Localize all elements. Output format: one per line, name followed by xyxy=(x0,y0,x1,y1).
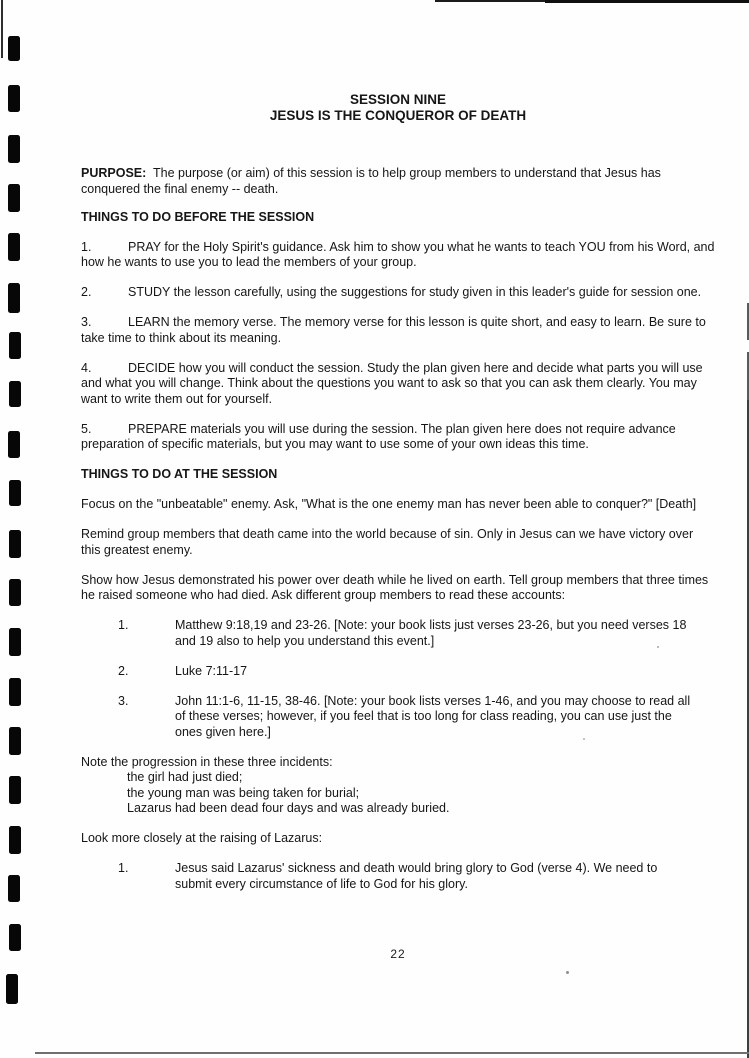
binding-mark xyxy=(9,924,21,951)
binding-mark xyxy=(8,875,20,902)
item-text: STUDY the lesson carefully, using the suggestions for study given in this leader's guide for session one. xyxy=(128,285,702,299)
scripture-item-1 xyxy=(118,618,715,649)
before-item-1 xyxy=(81,240,715,271)
item-number: 3. xyxy=(81,315,92,329)
closer-look-intro: Look more closely at the raising of Lazarus: xyxy=(81,831,323,845)
scan-edge-left xyxy=(1,0,3,58)
binding-mark xyxy=(6,974,18,1004)
progression-item: the young man was being taken for burial; xyxy=(127,785,360,800)
binding-mark xyxy=(9,678,21,706)
focus-paragraph: Focus on the "unbeatable" enemy. Ask, "What is the one enemy man has never been able to conquer?" [Death] xyxy=(81,497,697,511)
closer-look-item-1 xyxy=(118,861,715,892)
progression-item: the girl had just died; xyxy=(127,770,243,784)
heading-at-session: THINGS TO DO AT THE SESSION xyxy=(81,467,278,481)
item-number: 3. xyxy=(118,693,129,708)
binding-mark xyxy=(9,579,21,606)
before-item-4 xyxy=(81,361,715,408)
binding-mark xyxy=(9,776,21,804)
binding-mark xyxy=(8,431,20,458)
item-text: PRAY for the Holy Spirit's guidance. Ask him to show you what he wants to teach YOU from his Word, and how he wants to use you to lead the members of your group. xyxy=(81,239,715,269)
item-number: 1. xyxy=(118,861,129,875)
item-number: 1. xyxy=(118,618,129,632)
progression-intro: Note the progression in these three incidents: xyxy=(81,754,333,769)
heading-before-session: THINGS TO DO BEFORE THE SESSION xyxy=(81,209,315,224)
item-number: 5. xyxy=(81,421,92,436)
item-text: LEARN the memory verse. The memory verse for this lesson is quite short, and easy to learn. Be sure to take time to think about its meaning. xyxy=(81,315,706,345)
before-item-2 xyxy=(81,285,715,301)
binding-mark xyxy=(8,233,20,261)
binding-mark xyxy=(9,727,21,755)
binding-mark xyxy=(9,628,21,656)
session-title-line1: SESSION NINE xyxy=(349,92,447,107)
scan-speck xyxy=(566,971,569,974)
binding-mark xyxy=(9,480,21,506)
progression-block xyxy=(81,755,715,817)
binding-mark xyxy=(8,85,20,112)
document-body xyxy=(81,0,715,892)
before-item-3 xyxy=(81,315,715,346)
binding-mark xyxy=(8,135,20,163)
scripture-reference: Matthew 9:18,19 and 23-26. [Note: your book lists just verses 23-26, but you need verses 18 and 19 also to help you understand this event.] xyxy=(175,618,687,648)
binding-mark xyxy=(8,283,20,313)
remind-paragraph: Remind group members that death came into the world because of sin. Only in Jesus can we have victory over this greatest enemy. xyxy=(81,527,694,557)
item-text: PREPARE materials you will use during the session. The plan given here does not require advance preparation of specific materials, but you may want to use some of your own ideas this time. xyxy=(81,421,676,451)
document-title xyxy=(81,92,715,123)
item-number: 1. xyxy=(81,239,92,254)
session-title-line2: JESUS IS THE CONQUEROR OF DEATH xyxy=(269,107,527,123)
item-text: DECIDE how you will conduct the session. Study the plan given here and decide what parts you will use and what you will change. Think about the questions you want to ask so that you can ask them clearly. You may want to write them out for yourself. xyxy=(81,360,703,406)
purpose-label: PURPOSE: xyxy=(81,166,147,180)
item-number: 2. xyxy=(118,663,129,678)
page-number: 22 xyxy=(390,947,406,961)
show-paragraph: Show how Jesus demonstrated his power over death while he lived on earth. Tell group members that three times he raised someone who had died. Ask different group members to read these accounts: xyxy=(81,572,709,602)
binding-mark xyxy=(9,381,21,407)
item-number: 2. xyxy=(81,285,92,299)
scan-edge-bottom xyxy=(35,1052,749,1054)
binding-mark xyxy=(8,36,20,61)
closer-look-text: Jesus said Lazarus' sickness and death would bring glory to God (verse 4). We need to submit every circumstance of life to God for his glory. xyxy=(175,861,658,891)
purpose-text: The purpose (or aim) of this session is to help group members to understand that Jesus has conquered the final enemy -- death. xyxy=(81,166,661,196)
scripture-reference: John 11:1-6, 11-15, 38-46. [Note: your book lists verses 1-46, and you may choose to read all of these verses; however, if you feel that is too long for class reading, you can use just the ones given here.] xyxy=(175,693,691,739)
binding-mark xyxy=(9,826,21,854)
scripture-reference: Luke 7:11-17 xyxy=(175,663,248,678)
purpose-paragraph xyxy=(81,166,715,197)
item-number: 4. xyxy=(81,360,92,375)
scripture-item-3 xyxy=(118,694,715,741)
scripture-item-2 xyxy=(118,664,715,680)
binding-mark xyxy=(8,184,20,212)
before-item-5 xyxy=(81,422,715,453)
binding-mark xyxy=(9,530,21,558)
progression-item: Lazarus had been dead four days and was already buried. xyxy=(127,801,450,815)
binding-mark xyxy=(9,332,21,359)
